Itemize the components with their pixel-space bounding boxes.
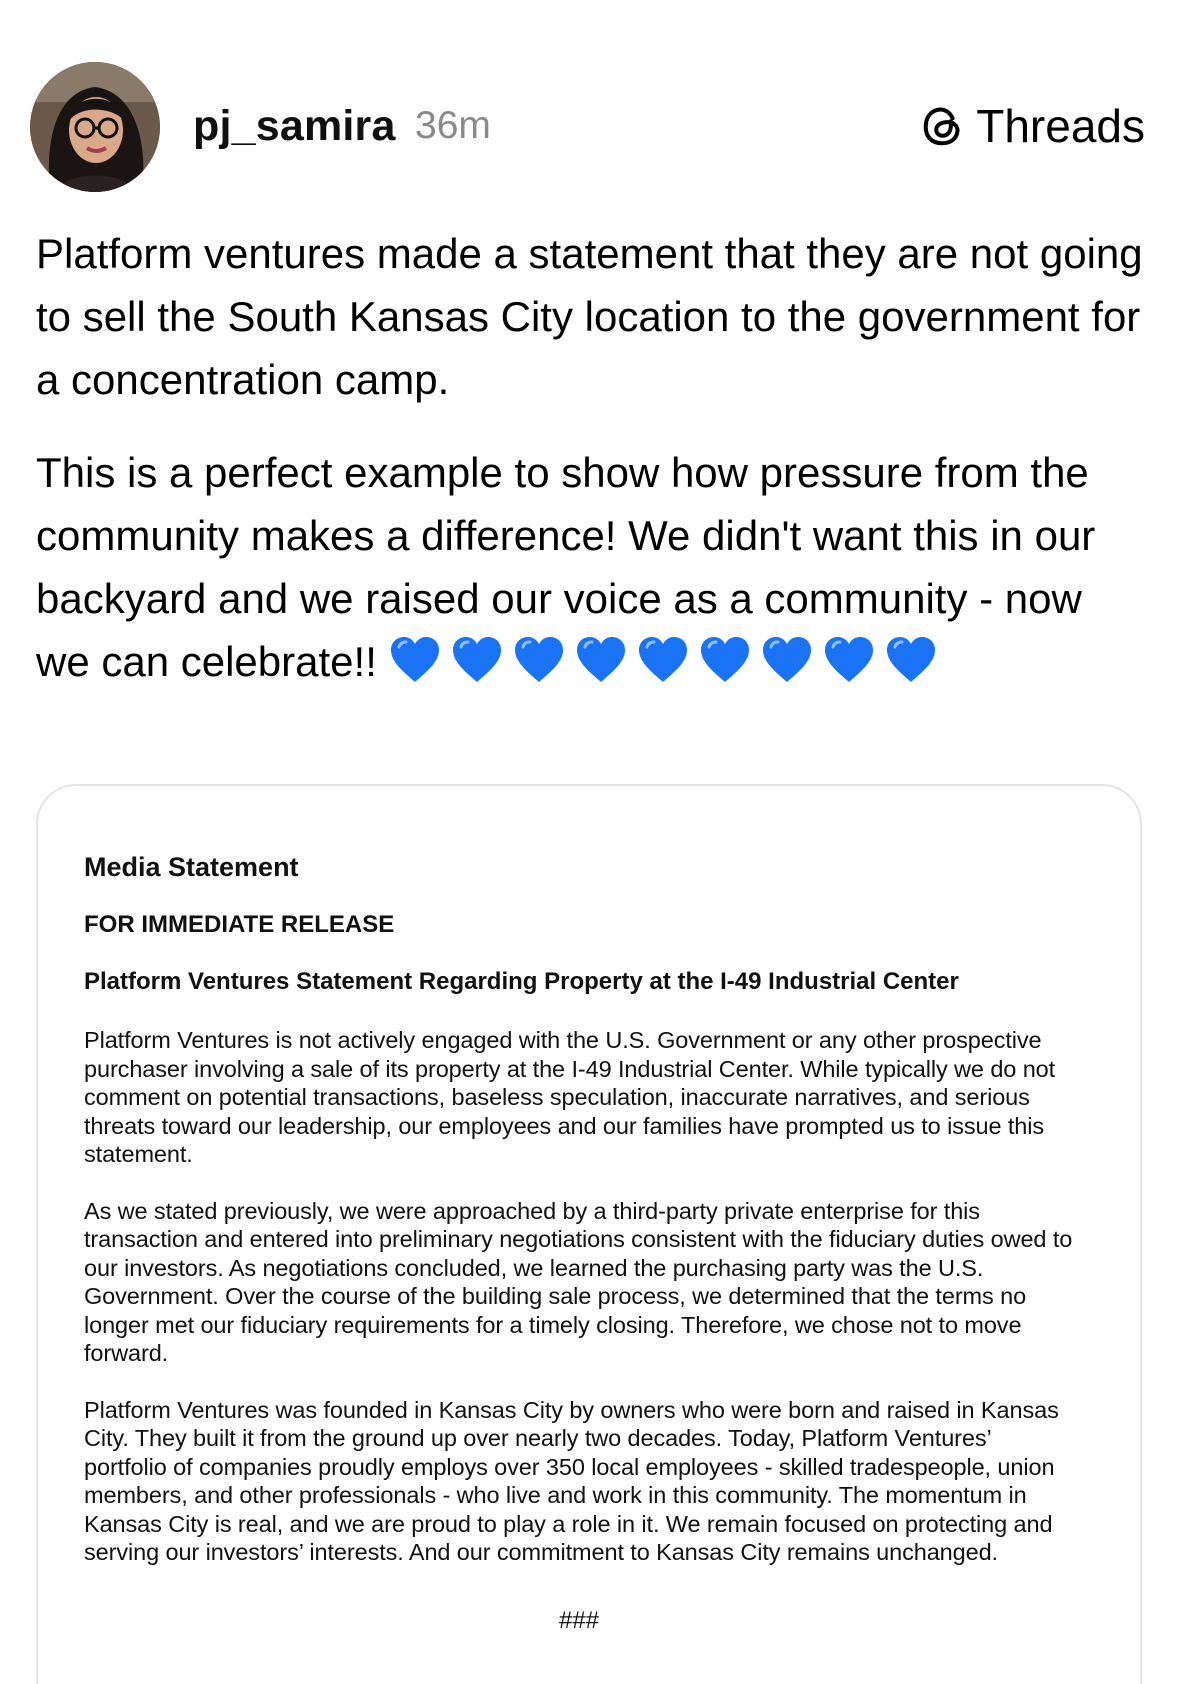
- blue-heart-emoji: [885, 634, 937, 686]
- blue-heart-emoji: [637, 634, 689, 686]
- avatar[interactable]: [30, 62, 160, 192]
- post-paragraph-2: [36, 441, 1146, 693]
- post-paragraph-1: Platform ventures made a statement that they are not going to sell the South Kansas City location to the government for a concentration camp.: [36, 230, 1143, 403]
- document-title: Media Statement: [84, 852, 299, 882]
- blue-heart-emoji: [699, 634, 751, 686]
- document-paragraph: Platform Ventures is not actively engaged with the U.S. Government or any other prospective purchaser involving a sale of its property at the I-49 Industrial Center. While typically we do not comment on potential transactions, baseless speculation, inaccurate narratives, and serious threats toward our leadership, our employees and our families have prompted us to issue this statement.: [84, 1027, 1056, 1167]
- heart-emojis: [389, 638, 947, 685]
- avatar-icon: [30, 62, 160, 192]
- blue-heart-emoji: [513, 634, 565, 686]
- blue-heart-emoji: [451, 634, 503, 686]
- release-label: FOR IMMEDIATE RELEASE: [84, 911, 395, 938]
- post-header: [30, 62, 1145, 196]
- blue-heart-emoji: [575, 634, 627, 686]
- blue-heart-emoji: [823, 634, 875, 686]
- blue-heart-emoji: [761, 634, 813, 686]
- document-paragraph: As we stated previously, we were approached by a third-party private enterprise for this transaction and entered into preliminary negotiations consistent with the fiduciary duties owed to our investors. As negotiations concluded, we learned the purchasing party was the U.S. Government. Over the course of the building sale process, we determined that the terms no longer met our fiduciary requirements for a timely closing. Therefore, we chose not to move forward.: [84, 1197, 1073, 1366]
- post-time: 36m: [415, 104, 491, 147]
- document-paragraph: Platform Ventures was founded in Kansas City by owners who were born and raised in Kansas City. They built it from the ground up over nearly two decades. Today, Platform Ventures’ portfolio of companies proudly employs over 350 local employees - skilled tradespeople, union members, and other professionals - who live and work in this community. The momentum in Kansas City is real, and we are proud to play a role in it. We remain focused on protecting and serving our investors’ interests. And our commitment to Kansas City remains unchanged.: [84, 1396, 1059, 1565]
- attachment-image[interactable]: [36, 784, 1142, 1684]
- threads-brand[interactable]: [920, 100, 1145, 152]
- media-statement-document: [84, 852, 1074, 1635]
- document-subject: Platform Ventures Statement Regarding Property at the I-49 Industrial Center: [84, 968, 959, 995]
- blue-heart-emoji: [389, 634, 441, 686]
- end-mark: ###: [558, 1606, 600, 1634]
- username[interactable]: pj_samira: [193, 102, 396, 150]
- threads-logo-icon: [920, 103, 966, 149]
- post-text: [36, 222, 1146, 693]
- brand-label: Threads: [976, 100, 1145, 152]
- post-paragraph-2-text: This is a perfect example to show how pressure from the community makes a difference! We didn't want this in our backyard and we raised our voice as a community - now we can celebrate!!: [36, 449, 1096, 685]
